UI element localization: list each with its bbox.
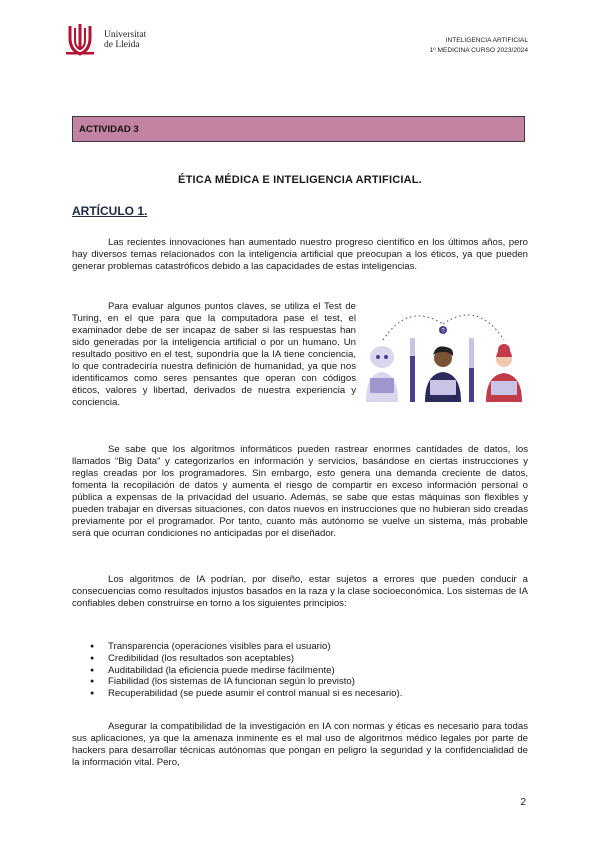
university-crest-icon — [62, 22, 98, 58]
robot-figure-icon — [366, 346, 398, 402]
list-item: ● Recuperabilidad (se puede asumir el control manual si es necesario). — [90, 688, 530, 700]
person-center-icon — [425, 346, 461, 402]
logo-line-2: de Lleida — [104, 40, 140, 50]
page-number: 2 — [520, 797, 526, 808]
article-heading: ARTÍCULO 1. — [72, 204, 148, 218]
document-title: ÉTICA MÉDICA E INTELIGENCIA ARTIFICIAL. — [178, 174, 422, 186]
paragraph-algorithms: Los algoritmos de IA podrían, por diseño, estar sujetos a errores que pueden conducir a consecuencias como resultados injustos basados en la raza y la clase socioeconómica. Los sistemas de IA confiables deben construirse en torno a los siguientes principios: — [72, 574, 528, 609]
activity-label: ACTIVIDAD 3 — [79, 124, 139, 135]
svg-text:?: ? — [441, 328, 445, 335]
university-logo — [62, 22, 146, 58]
logo-line-1: Universitat — [104, 30, 147, 40]
paragraph-intro: Las recientes innovaciones han aumentado nuestro progreso científico en los últimos años, pero hay diversos temas relacionados con la inteligencia artificial que preocupan a los éticos, ya que pueden generar problemas catastróficos debido a las capacidades de estas inteligencias. — [72, 237, 528, 272]
paragraph-turing: Para evaluar algunos puntos claves, se utiliza el Test de Turing, en el que para que la computadora pase el test, el examinador debe de ser incapaz de saber si las respuestas han sido generadas por la inteligencia artificial o por un humano. Un resultado positivo en el test, supondría que la IA tiene conciencia, lo que contradeciría nuestra definición de humanidad, ya que nos identificamos como seres pensantes que operan con códigos éticos, valores y libertad, derivados de nuestra experiencia y conciencia. — [72, 301, 356, 408]
list-item: ● Auditabilidad (la eficiencia puede medirse fácilmente) — [90, 665, 530, 677]
course-year: 1º MEDICINA CURSO 2023/2024 — [429, 47, 528, 54]
list-item: ● Credibilidad (los resultados son aceptables) — [90, 653, 530, 665]
paragraph-compatibility: Asegurar la compatibilidad de la investigación en IA con normas y éticas es necesario para todas sus aplicaciones, ya que la amenaza inminente es el mal uso de algoritmos médico legales por parte de hackers para desarrollar técnicas autónomas que pongan en peligro la seguridad y la confidencialidad de la información vital. Pero, — [72, 721, 528, 768]
list-item: ● Transparencia (operaciones visibles para el usuario) — [90, 641, 530, 653]
list-item: ● Fiabilidad (los sistemas de IA funcionan según lo previsto) — [90, 676, 530, 688]
course-subject: INTELIGENCIA ARTIFICIAL — [445, 37, 528, 44]
principles-list — [90, 641, 530, 700]
person-right-icon — [486, 344, 522, 402]
activity-banner — [72, 116, 525, 142]
ai-people-illustration — [358, 300, 528, 402]
paragraph-big-data: Se sabe que los algoritmos informáticos pueden rastrear enormes cantidades de datos, los llamados “Big Data” y categorizarlos en información y servicios, basándose en ciertas instrucciones y reglas creadas por los programadores. Sin embargo, esto genera una demanda creciente de datos, fomenta la recopilación de datos y aumenta el riesgo de compartir en exceso información personal o pública a expensas de la privacidad del usuario. Además, se sabe que estas máquinas son flexibles y pueden trabajar en diversas situaciones, con datos nuevos en instrucciones que no hubieran sido creadas previamente por el programador. Por tanto, cuanto más autónomo se vuelve un sistema, más probable será que ocurran condiciones no anticipadas por el diseñador. — [72, 444, 528, 539]
course-header — [430, 36, 528, 56]
